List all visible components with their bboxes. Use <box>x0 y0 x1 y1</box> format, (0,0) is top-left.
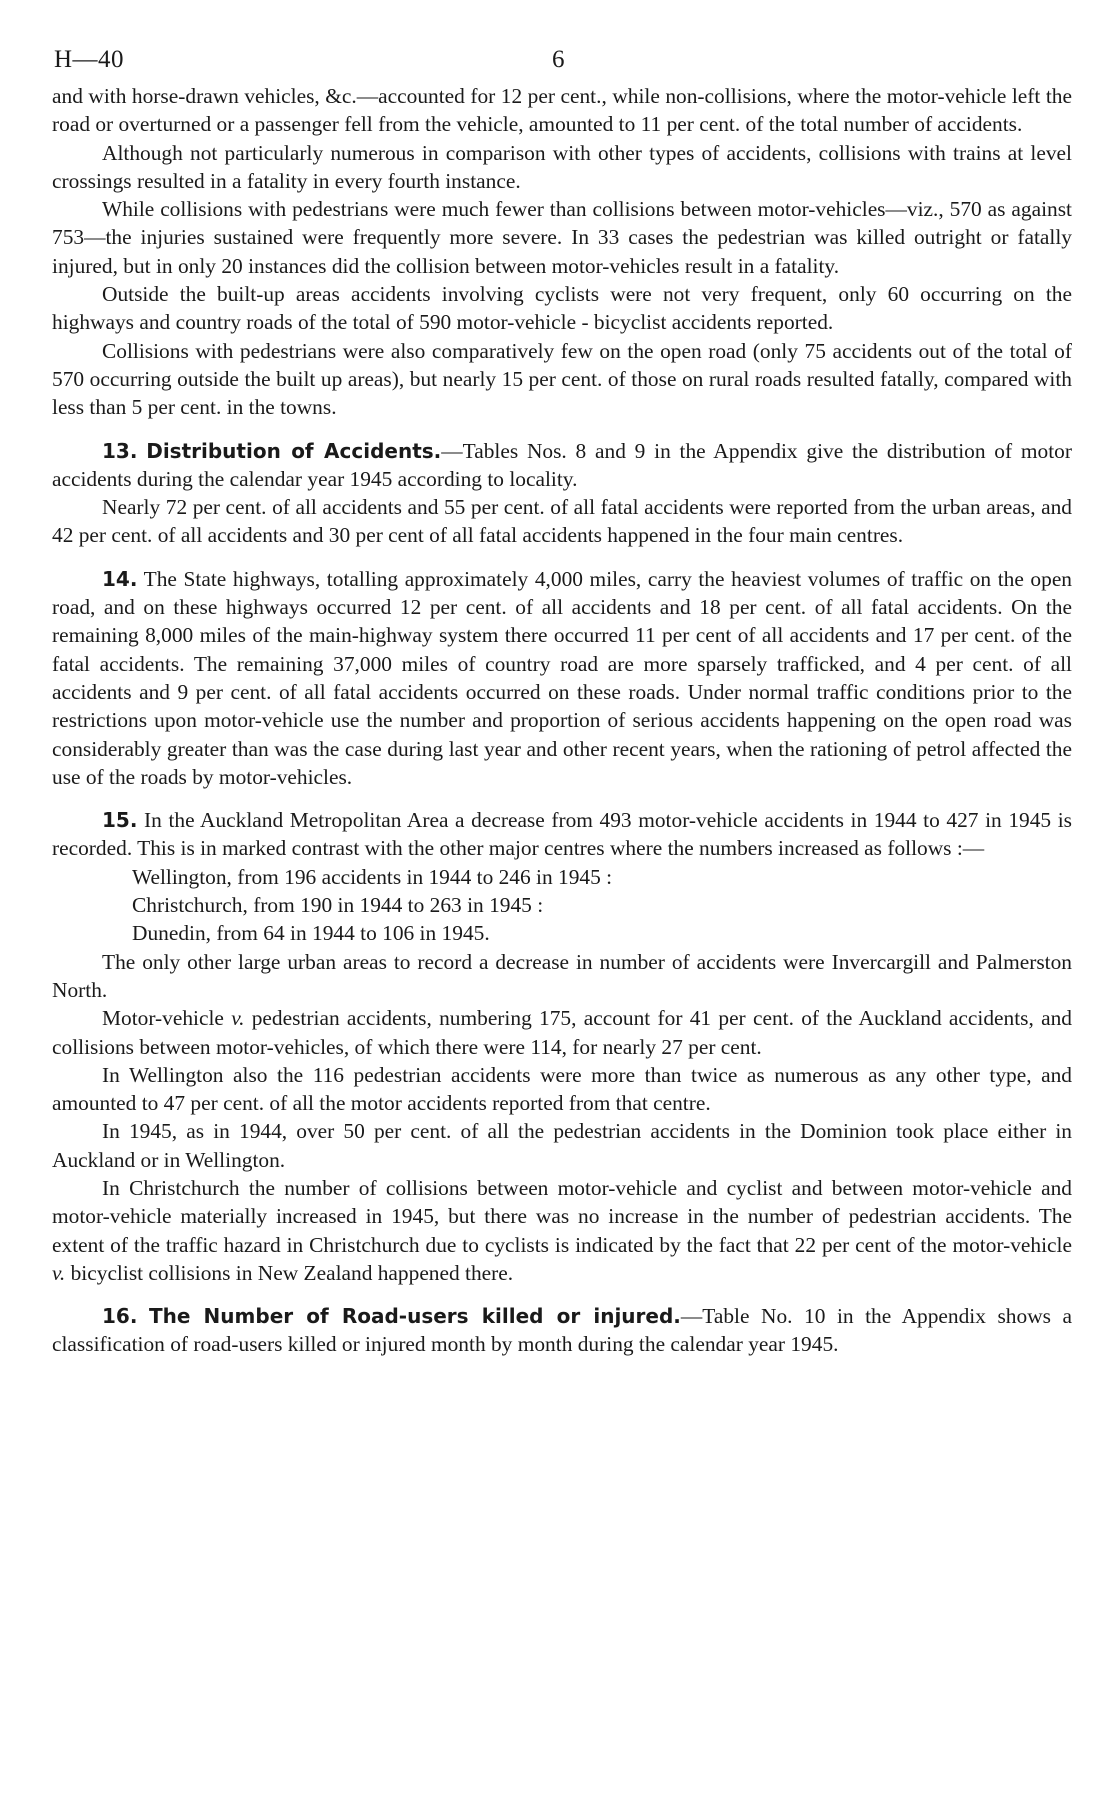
section-number: 15. <box>102 808 138 833</box>
document-code: H—40 <box>54 46 125 73</box>
body-text <box>52 82 1072 1359</box>
section-heading: Distribution of Accidents. <box>146 438 442 463</box>
paragraph-christchurch <box>52 1174 1072 1287</box>
section-number: 14. <box>102 566 138 591</box>
page-header <box>52 0 1072 82</box>
paragraph-pedestrian-collisions: While collisions with pedestrians were much fewer than collisions between motor-vehicles—viz., 570 as against 753—the injuries sustained were frequently more severe. In 33 cases the pedestrian was killed outright or fatally injured, but in only 20 instances did the collision between motor-vehicles result in a fatality. <box>52 197 1072 278</box>
paragraph-urban-areas: Nearly 72 per cent. of all accidents and 55 per cent. of all fatal accidents were reported from the urban areas, and 42 per cent. of all accidents and 30 per cent of all fatal accidents happened in the four main centres. <box>52 495 1072 548</box>
section-16 <box>52 1302 1072 1359</box>
paragraph-auckland-pedestrians <box>52 1004 1072 1061</box>
italic-versus: v. <box>231 1006 245 1031</box>
text-run: In Christchurch the number of collisions between motor-vehicle and cyclist and between motor-vehicle and motor-vehicle materially increased in 1945, but there was no increase in the number of pedestrian accidents. The extent of the traffic hazard in Christchurch due to cyclists is indicated by the fact that 22 per cent of the motor-vehicle <box>52 1175 1072 1257</box>
section-13 <box>52 437 1072 494</box>
section-number: 13. <box>102 438 138 463</box>
section-text: The State highways, totalling approximately 4,000 miles, carry the heaviest volumes of traffic on the open road, and on these highways occurred 12 per cent. of all accidents and 18 per cent. of all fatal accidents. On the remaining 8,000 miles of the main-highway system there occurred 11 per cent of all accidents and 17 per cent. of the fatal accidents. The remaining 37,000 miles of country road are more sparsely trafficked, and 4 per cent. of all accidents and 9 per cent. of all fatal accidents occurred on these roads. Under normal traffic conditions prior to the restrictions upon motor-vehicle use the number and proportion of serious accidents happening on the open road was considerably greater than was the case during last year and other recent years, when the rationing of petrol affected the use of the roads by motor-vehicles. <box>52 566 1073 789</box>
section-14 <box>52 565 1072 791</box>
section-text: —Tables Nos. 8 and 9 in the Appendix give the distribution of motor accidents during the calendar year 1945 according to locality. <box>52 438 1072 491</box>
paragraph-dominion: In 1945, as in 1944, over 50 per cent. of all the pedestrian accidents in the Dominion took place either in Auckland or in Wellington. <box>52 1119 1072 1172</box>
paragraph-level-crossings: Although not particularly numerous in comparison with other types of accidents, collisions with trains at level crossings resulted in a fatality in every fourth instance. <box>52 140 1072 193</box>
section-number: 16. <box>102 1304 138 1329</box>
paragraph-wellington: In Wellington also the 116 pedestrian accidents were more than twice as numerous as any other type, and amounted to 47 per cent. of all the motor accidents reported from that centre. <box>52 1062 1072 1116</box>
text-run: bicyclist collisions in New Zealand happened there. <box>65 1260 514 1285</box>
page-number: 6 <box>552 46 565 73</box>
section-text: In the Auckland Metropolitan Area a decrease from 493 motor-vehicle accidents in 1944 to 427 in 1945 is recorded. This is in marked contrast with the other major centres where the numbers increased as follows :— <box>52 808 1072 861</box>
list-item-dunedin: Dunedin, from 64 in 1944 to 106 in 1945. <box>132 921 490 946</box>
italic-versus: v. <box>52 1260 66 1285</box>
paragraph-continued: and with horse-drawn vehicles, &c.—accounted for 12 per cent., while non-collisions, where the motor-vehicle left the road or overturned or a passenger fell from the vehicle, amounted to 11 per cent. of the total number of accidents. <box>52 84 1072 137</box>
section-text: —Table No. 10 in the Appendix shows a classification of road-users killed or injured month by month during the calendar year 1945. <box>52 1304 1072 1357</box>
paragraph-cyclists: Outside the built-up areas accidents involving cyclists were not very frequent, only 60 occurring on the highways and country roads of the total of 590 motor-vehicle - bicyclist accidents reported. <box>52 282 1072 335</box>
list-item-christchurch: Christchurch, from 190 in 1944 to 263 in 1945 : <box>132 893 544 918</box>
text-run: pedestrian accidents, numbering 175, account for 41 per cent. of the Auckland accidents, and collisions between motor-vehicles, of which there were 114, for nearly 27 per cent. <box>52 1006 1072 1059</box>
section-15 <box>52 806 1072 863</box>
paragraph-other-urban-areas: The only other large urban areas to record a decrease in number of accidents were Invercargill and Palmerston North. <box>52 949 1072 1002</box>
text-run: Motor-vehicle <box>102 1006 232 1031</box>
paragraph-open-road-pedestrians: Collisions with pedestrians were also comparatively few on the open road (only 75 accidents out of the total of 570 occurring outside the built up areas), but nearly 15 per cent. of those on rural roads resulted fatally, compared with less than 5 per cent. in the towns. <box>52 338 1072 420</box>
section-heading: The Number of Road-users killed or injured. <box>148 1304 681 1329</box>
list-item-wellington: Wellington, from 196 accidents in 1944 to 246 in 1945 : <box>132 864 613 889</box>
document-page <box>52 0 1072 1359</box>
